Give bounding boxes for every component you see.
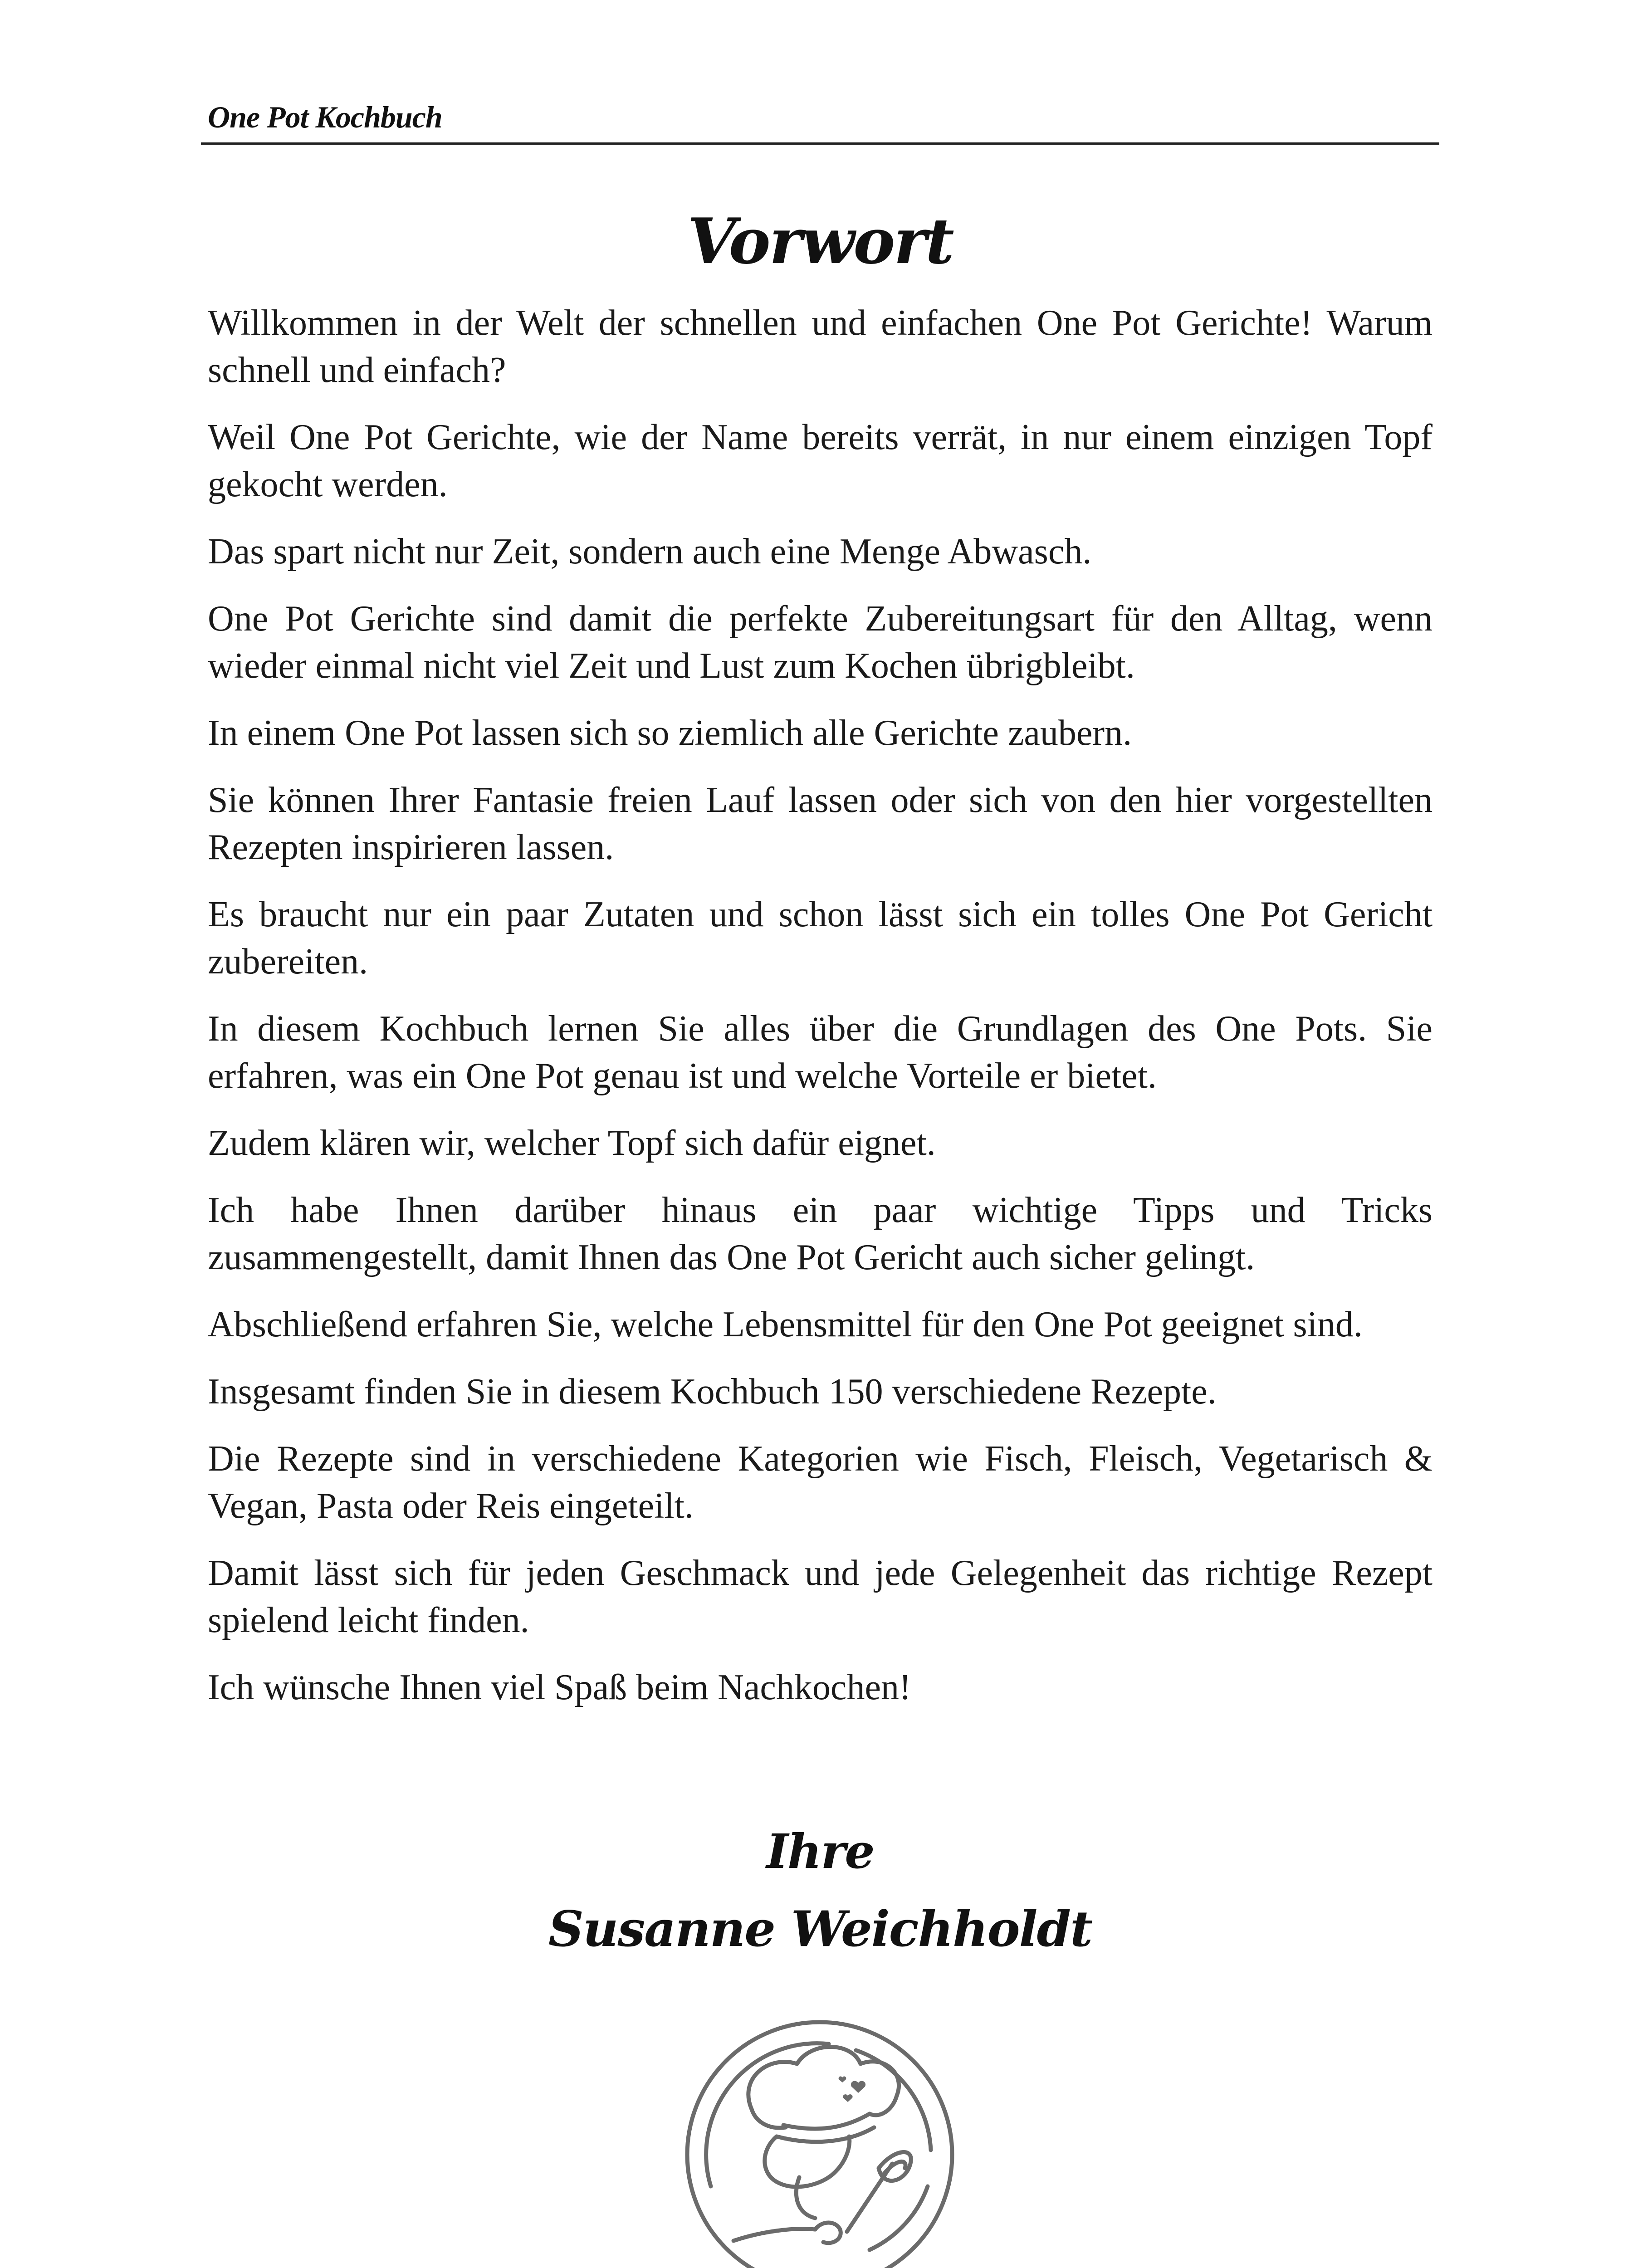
paragraph: Sie können Ihrer Fantasie freien Lauf lassen oder sich von den hier vorgestellten Rezepten inspirieren lassen. [208, 780, 1433, 867]
paragraph: Zudem klären wir, welcher Topf sich dafür eignet. [208, 1123, 936, 1163]
paragraph: One Pot Gerichte sind damit die perfekte Zubereitungsart für den Alltag, wenn wieder einmal nicht viel Zeit und Lust zum Kochen übrigbleibt. [208, 599, 1433, 686]
chef-hat-whisk-ladle-icon [679, 2014, 960, 2268]
book-title: One Pot Kochbuch [208, 100, 442, 134]
paragraph: Abschließend erfahren Sie, welche Lebensmittel für den One Pot geeignet sind. [208, 1305, 1363, 1344]
paragraph: Insgesamt finden Sie in diesem Kochbuch 150 verschiedene Rezepte. [208, 1372, 1217, 1412]
paragraph: Weil One Pot Gerichte, wie der Name bereits verrät, in nur einem einzigen Topf gekocht werden. [208, 417, 1433, 504]
paragraph: In diesem Kochbuch lernen Sie alles über die Grundlagen des One Pots. Sie erfahren, was ein One Pot genau ist und welche Vorteile er bietet. [208, 1009, 1433, 1096]
paragraph: Damit lässt sich für jeden Geschmack und jede Gelegenheit das richtige Rezept spielend leicht finden. [208, 1553, 1433, 1640]
paragraph: Ich habe Ihnen darüber hinaus ein paar wichtige Tipps und Tricks zusammengestellt, damit Ihnen das One Pot Gericht auch sicher gelingt. [208, 1190, 1433, 1277]
page-heading: Vorwort [687, 204, 953, 278]
paragraph: Das spart nicht nur Zeit, sondern auch eine Menge Abwasch. [208, 532, 1092, 572]
paragraph: Die Rezepte sind in verschiedene Kategorien wie Fisch, Fleisch, Vegetarisch & Vegan, Pasta oder Reis eingeteilt. [208, 1439, 1433, 1526]
paragraph: Es braucht nur ein paar Zutaten und schon lässt sich ein tolles One Pot Gericht zubereiten. [208, 894, 1433, 982]
signature-name: Susanne Weichholdt [548, 1901, 1092, 1958]
running-header [201, 96, 1439, 145]
body-text [208, 299, 1433, 1731]
paragraph: Willkommen in der Welt der schnellen und einfachen One Pot Gerichte! Warum schnell und einfach? [208, 303, 1433, 390]
signature-greeting: Ihre [766, 1823, 874, 1879]
paragraph: In einem One Pot lassen sich so ziemlich alle Gerichte zaubern. [208, 713, 1132, 753]
paragraph: Ich wünsche Ihnen viel Spaß beim Nachkochen! [208, 1667, 911, 1707]
